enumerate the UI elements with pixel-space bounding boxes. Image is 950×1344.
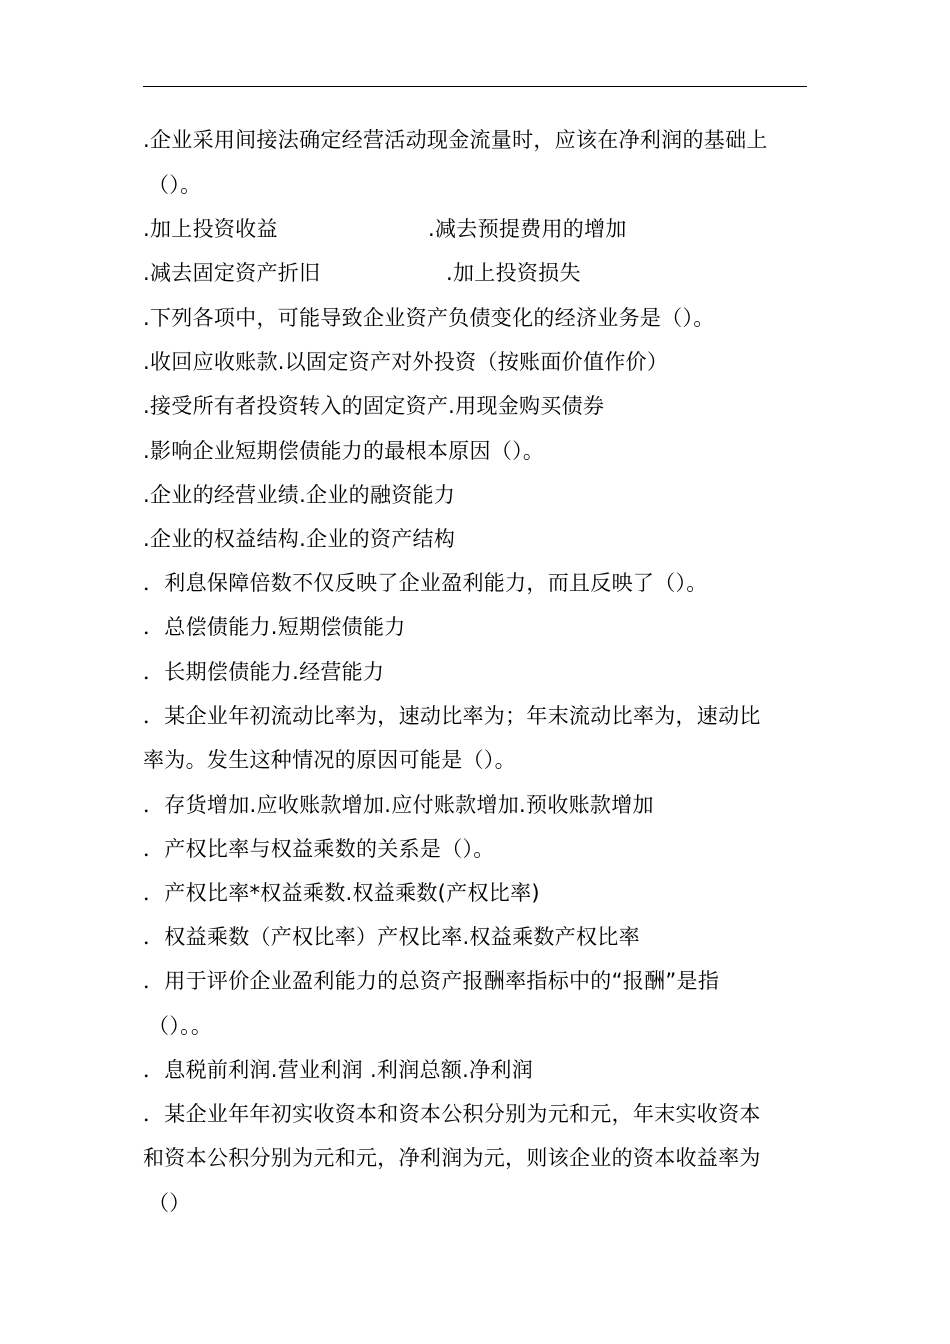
header-rule: [143, 86, 807, 87]
question-8-stem-end: （）: [148, 1191, 191, 1215]
question-1-stem-cont: （）。: [148, 173, 202, 197]
option-c: .减去固定资产折旧: [143, 261, 321, 285]
question-2-stem: .下列各项中，可能导致企业资产负债变化的经济业务是（）。: [143, 306, 715, 330]
question-7-stem-cont: （）。。: [148, 1014, 213, 1038]
option-b: .减去预提费用的增加: [428, 217, 627, 241]
question-4-options-1: ．总偿债能力.短期偿债能力: [143, 615, 406, 639]
question-7-options: ．息税前利润.营业利润 .利润总额.净利润: [143, 1058, 533, 1082]
question-6-stem: ．产权比率与权益乘数的关系是（）。: [143, 837, 495, 861]
question-6-options-1: ．产权比率*权益乘数.权益乘数(产权比率): [143, 881, 540, 905]
question-3-stem: .影响企业短期偿债能力的最根本原因（）。: [143, 439, 545, 463]
question-3-options-1: .企业的经营业绩.企业的融资能力: [143, 483, 456, 507]
question-7-stem: ．用于评价企业盈利能力的总资产报酬率指标中的“报酬”是指: [143, 969, 720, 993]
question-4-stem: ．利息保障倍数不仅反映了企业盈利能力，而且反映了（）。: [143, 571, 708, 595]
question-2-options-1: .收回应收账款.以固定资产对外投资（按账面价值作价）: [143, 350, 669, 374]
option-a: .加上投资收益: [143, 217, 278, 241]
question-5-options: ．存货增加.应收账款增加.应付账款增加.预收账款增加: [143, 793, 654, 817]
question-1-stem: .企业采用间接法确定经营活动现金流量时，应该在净利润的基础上: [143, 128, 768, 152]
question-3-options-2: .企业的权益结构.企业的资产结构: [143, 527, 456, 551]
option-d: .加上投资损失: [446, 261, 581, 285]
question-8-stem: ．某企业年年初实收资本和资本公积分别为元和元，年末实收资本: [143, 1102, 761, 1126]
question-2-options-2: .接受所有者投资转入的固定资产.用现金购买债券: [143, 394, 605, 418]
question-4-options-2: ．长期偿债能力.经营能力: [143, 660, 385, 684]
question-5-stem-cont: 率为。发生这种情况的原因可能是（）。: [143, 748, 516, 772]
question-8-stem-cont: 和资本公积分别为元和元，净利润为元，则该企业的资本收益率为: [143, 1146, 761, 1170]
question-5-stem: ．某企业年初流动比率为，速动比率为；年末流动比率为，速动比: [143, 704, 761, 728]
question-6-options-2: ．权益乘数（产权比率）产权比率.权益乘数产权比率: [143, 925, 640, 949]
